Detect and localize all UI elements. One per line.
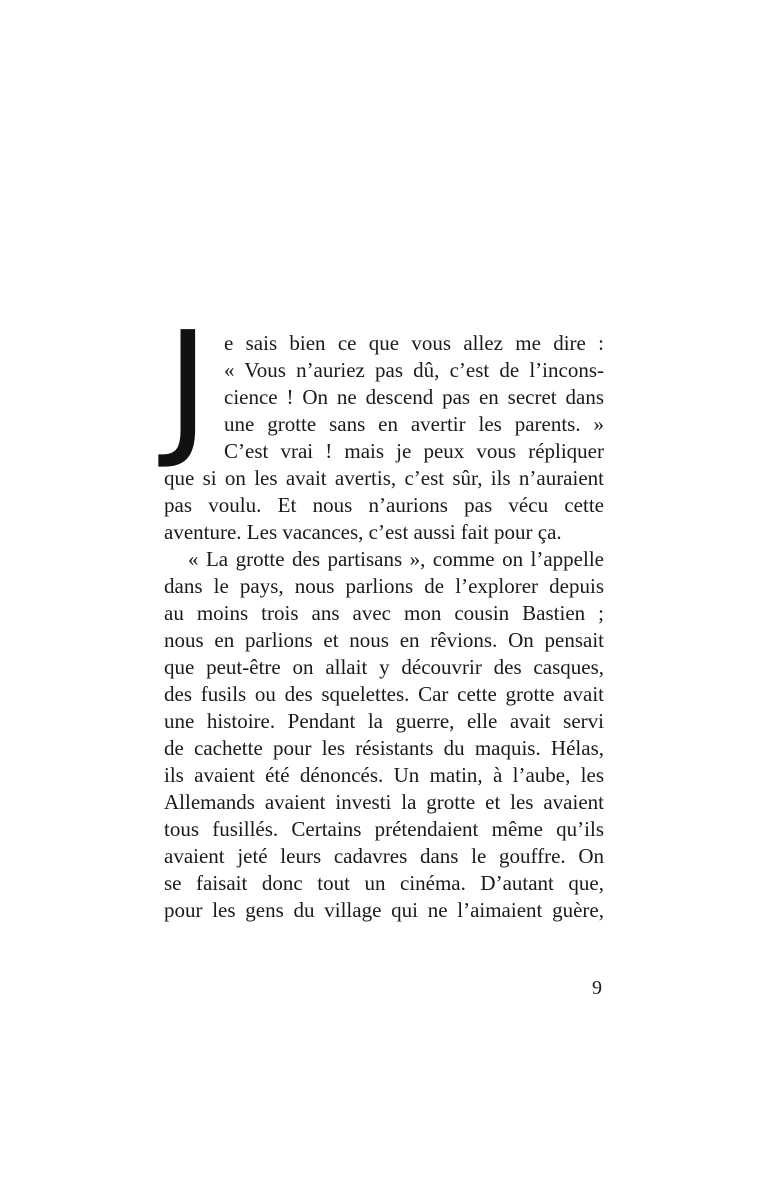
text-line: Allemands avaient investi la grotte et les avaient	[164, 790, 604, 814]
text-line: au moins trois ans avec mon cousin Bastien ;	[164, 601, 604, 625]
text-line: ils avaient été dénoncés. Un matin, à l’aube, les	[164, 763, 604, 787]
body-text	[164, 300, 604, 924]
text-line: une grotte sans en avertir les parents. »	[224, 412, 604, 436]
text-line: aventure. Les vacances, c’est aussi fait pour ça.	[164, 520, 562, 544]
text-line: pour les gens du village qui ne l’aimaient guère,	[164, 898, 604, 922]
text-line: cience ! On ne descend pas en secret dans	[224, 385, 604, 409]
text-line: C’est vrai ! mais je peux vous répliquer	[224, 439, 604, 463]
text-line: pas voulu. Et nous n’aurions pas vécu cette	[164, 493, 604, 517]
text-line: e sais bien ce que vous allez me dire :	[224, 331, 604, 355]
text-line: se faisait donc tout un cinéma. D’autant que,	[164, 871, 604, 895]
text-line: une histoire. Pendant la guerre, elle avait servi	[164, 709, 604, 733]
text-line: avaient jeté leurs cadavres dans le gouffre. On	[164, 844, 604, 868]
paragraph-2	[164, 546, 604, 924]
text-line: « Vous n’auriez pas dû, c’est de l’incons-	[224, 358, 604, 382]
text-line: tous fusillés. Certains prétendaient même qu’ils	[164, 817, 604, 841]
text-line: que peut-être on allait y découvrir des casques,	[164, 655, 604, 679]
drop-cap: J	[166, 300, 210, 472]
text-line: que si on les avait avertis, c’est sûr, ils n’auraient	[164, 466, 604, 490]
text-line: des fusils ou des squelettes. Car cette grotte avait	[164, 682, 604, 706]
text-line: dans le pays, nous parlions de l’explorer depuis	[164, 574, 604, 598]
text-line: de cachette pour les résistants du maquis. Hélas,	[164, 736, 604, 760]
paragraph-1	[164, 330, 604, 546]
page-number: 9	[592, 977, 602, 999]
text-line: « La grotte des partisans », comme on l’appelle	[188, 547, 604, 571]
text-line: nous en parlions et nous en rêvions. On pensait	[164, 628, 604, 652]
